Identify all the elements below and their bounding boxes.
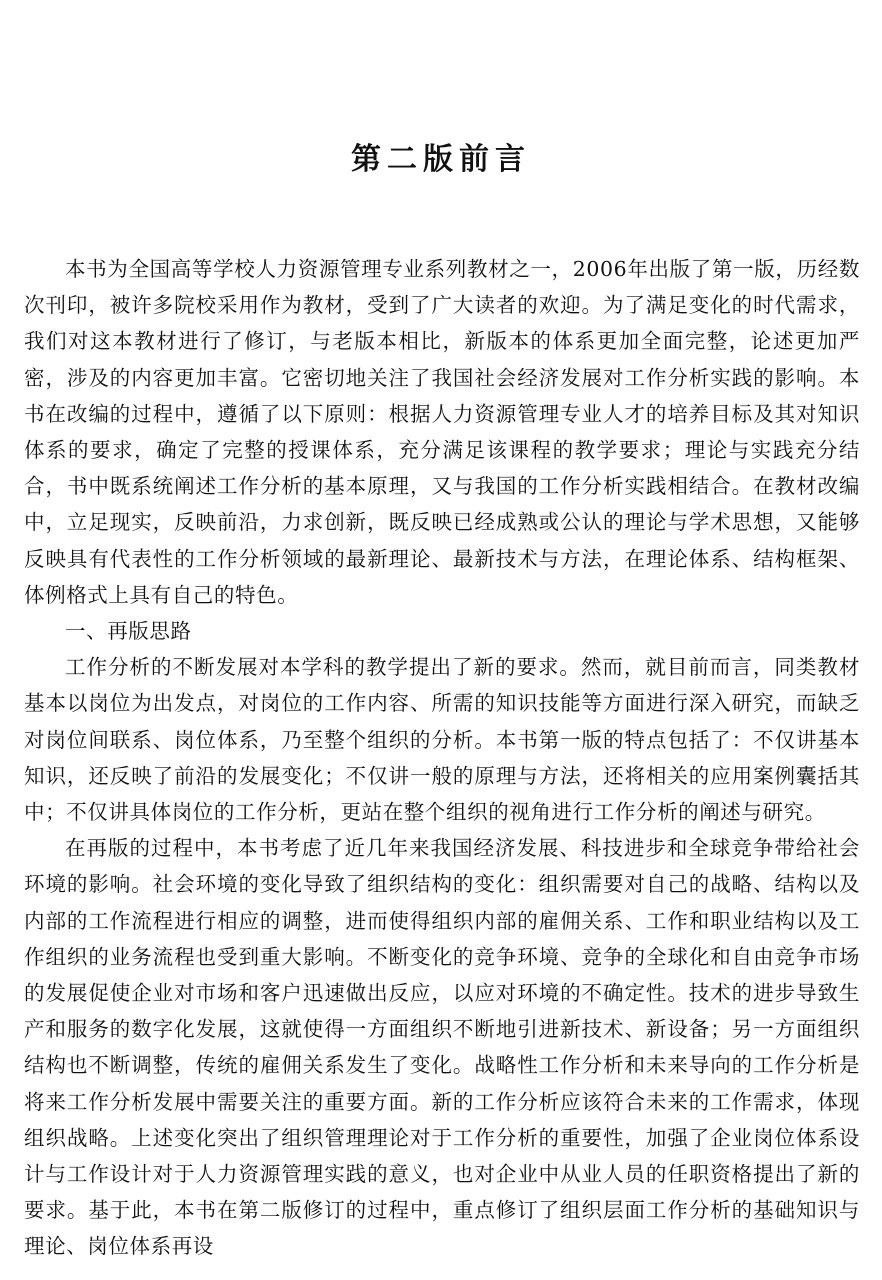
paragraph-revision: 在再版的过程中，本书考虑了近几年来我国经济发展、科技进步和全球竞争带给社会环境的影响。社会环境的变化导致了组织结构的变化：组织需要对自己的战略、结构以及内部的工作流程进行相应的调整，进而使得组织内部的雇佣关系、工作和职业结构以及工作组织的业务流程也受到重大影响。不断变化的竞争环境、竞争的全球化和自由竞争市场的发展促使企业对市场和客户迅速做出反应，以应对环境的不确定性。技术的进步导致生产和服务的数字化发展，这就使得一方面组织不断地引进新技术、新设备；另一方面组织结构也不断调整，传统的雇佣关系发生了变化。战略性工作分析和未来导向的工作分析是将来工作分析发展中需要关注的重要方面。新的工作分析应该符合未来的工作需求，体现组织战略。上述变化突出了组织管理理论对于工作分析的重要性，加强了企业岗位体系设计与工作设计对于人力资源管理实践的意义，也对企业中从业人员的任职资格提出了新的要求。基于此，本书在第二版修订的过程中，重点修订了组织层面工作分析的基础知识与理论、岗位体系再设 (24, 836, 860, 1259)
page-title: 第二版前言 (351, 142, 531, 177)
body-text (24, 251, 860, 1265)
paragraph-intro: 本书为全国高等学校人力资源管理专业系列教材之一，2006年出版了第一版，历经数次刊印，被许多院校采用作为教材，受到了广大读者的欢迎。为了满足变化的时代需求，我们对这本教材进行了修订，与老版本相比，新版本的体系更加全面完整，论述更加严密，涉及的内容更加丰富。它密切地关注了我国社会经济发展对工作分析实践的影响。本书在改编的过程中，遵循了以下原则：根据人力资源管理专业人才的培养目标及其对知识体系的要求，确定了完整的授课体系，充分满足该课程的教学要求；理论与实践充分结合，书中既系统阐述工作分析的基本原理，又与我国的工作分析实践相结合。在教材改编中，立足现实，反映前沿，力求创新，既反映已经成熟或公认的理论与学术思想，又能够反映具有代表性的工作分析领域的最新理论、最新技术与方法，在理论体系、结构框架、体例格式上具有自己的特色。 (24, 257, 860, 607)
paragraph-development: 工作分析的不断发展对本学科的教学提出了新的要求。然而，就目前而言，同类教材基本以岗位为出发点，对岗位的工作内容、所需的知识技能等方面进行深入研究，而缺乏对岗位间联系、岗位体系，乃至整个组织的分析。本书第一版的特点包括了：不仅讲基本知识，还反映了前沿的发展变化；不仅讲一般的原理与方法，还将相关的应用案例囊括其中；不仅讲具体岗位的工作分析，更站在整个组织的视角进行工作分析的阐述与研究。 (24, 655, 860, 825)
section-heading-reprint-ideas: 一、再版思路 (65, 619, 192, 644)
